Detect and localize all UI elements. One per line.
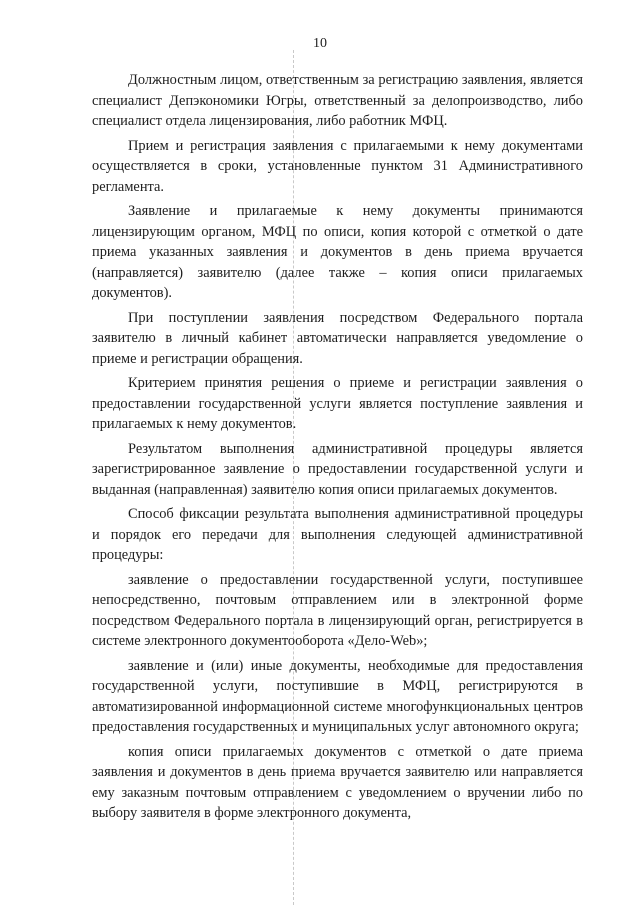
- paragraph-portal-notification: При поступлении заявления посредством Федерального портала заявителю в личный кабинет автоматически направляется уведомление о приеме и регистрации обращения.: [92, 309, 583, 367]
- paragraph-procedure-result: Результатом выполнения административной процедуры является зарегистрированное заявление о предоставлении государственной услуги и выданная (направленная) заявителю копия описи прилагаемых документов.: [92, 440, 583, 498]
- paragraph-inventory-copy-delivery: копия описи прилагаемых документов с отметкой о дате приема заявления и документов в день приема вручается заявителю или направляется ему заказным почтовым отправлением с уведомлением о вручении либо по выбору заявителя в форме электронного документа,: [92, 743, 583, 821]
- paragraph-acceptance-criterion: Критерием принятия решения о приеме и регистрации заявления о предоставлении государственной услуги является поступление заявления и прилагаемых к нему документов.: [92, 375, 583, 432]
- page-number: 10: [313, 36, 327, 51]
- paragraph-delo-web-registration: заявление о предоставлении государственной услуги, поступившее непосредственно, почтовым отправлением или в электронной форме посредством Федерального портала в лицензирующий орган, регистрируется в системе электронного документооборота «Дело-Web»;: [92, 571, 583, 649]
- paragraph-fixation-method: Способ фиксации результата выполнения административной процедуры и порядок его передачи для выполнения следующей административной процедуры:: [92, 506, 583, 563]
- paragraph-registration-terms: Прием и регистрация заявления с прилагаемыми к нему документами осуществляется в сроки, установленные пунктом 31 Административного регламента.: [92, 137, 583, 195]
- paragraph-mfc-registration: заявление и (или) иные документы, необходимые для предоставления государственной услуги, поступившие в МФЦ, регистрируются в автоматизированной информационной системе многофункциональных центров предоставления государственных и муниципальных услуг автономного округа;: [92, 657, 583, 735]
- body-text: [92, 70, 583, 828]
- paragraph-responsible-person: Должностным лицом, ответственным за регистрацию заявления, является специалист Депэкономики Югры, ответственный за делопроизводство, либо специалист отдела лицензирования, либо работник МФЦ.: [92, 72, 583, 129]
- paragraph-document-inventory: Заявление и прилагаемые к нему документы принимаются лицензирующим органом, МФЦ по описи, копия которой с отметкой о дате приема указанных заявления и документов в день приема вручается (направляется) заявителю (далее также – копия описи прилагаемых документов).: [92, 203, 583, 301]
